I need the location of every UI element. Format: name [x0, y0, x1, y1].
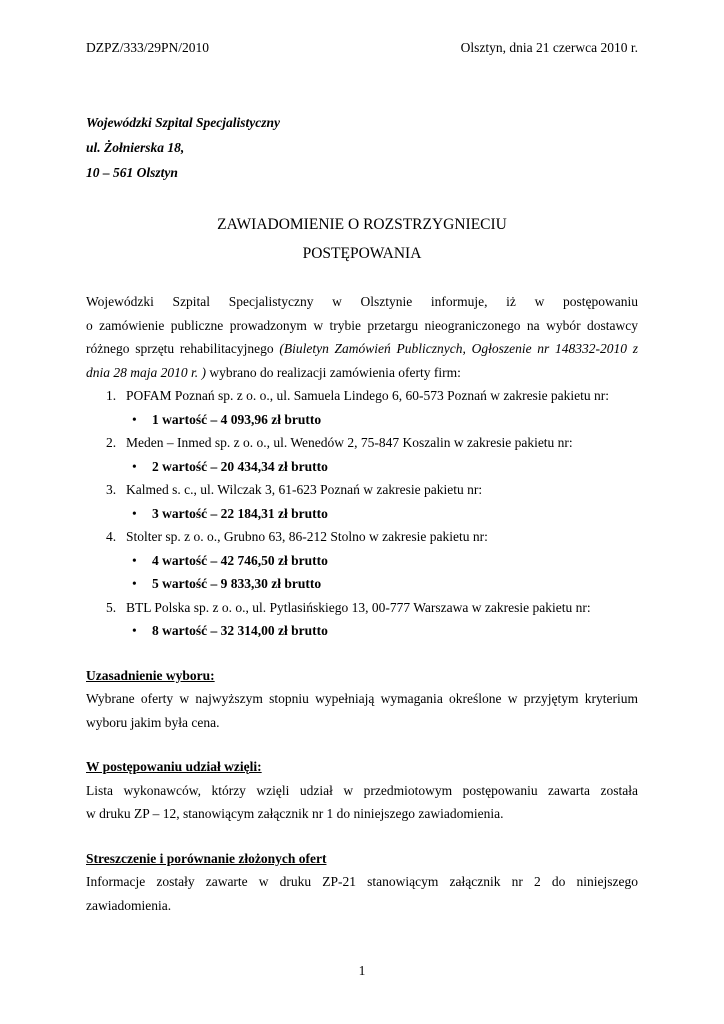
offer-item	[86, 431, 638, 455]
bullet-icon: •	[132, 623, 137, 638]
summary-line: Informacje zostały zawarte w druku ZP-21 stanowiącym załącznik nr 2 do niniejszego zawiadomienia.	[86, 874, 638, 913]
package-text: 4 wartość – 42 746,50 zł brutto	[152, 552, 328, 568]
package-value	[86, 572, 638, 596]
offer-item	[86, 596, 638, 620]
justification-paragraph	[86, 687, 638, 734]
package-text: 3 wartość – 22 184,31 zł brutto	[152, 505, 328, 521]
package-text: 1 wartość – 4 093,96 zł brutto	[152, 411, 322, 427]
offer-company: BTL Polska sp. z o. o., ul. Pytlasińskiego 13, 00-777 Warszawa w zakresie pakietu nr:	[126, 599, 591, 615]
intro-text: wybrano do realizacji zamówienia oferty firm:	[206, 364, 461, 380]
bullet-icon: •	[132, 411, 137, 427]
package-value	[86, 502, 638, 526]
intro-line	[86, 361, 638, 385]
document-body	[86, 290, 638, 917]
page-number: 1	[358, 963, 366, 978]
justification-line: wyboru jakim była cena.	[86, 714, 220, 730]
address-line: ul. Żołnierska 18,	[86, 140, 185, 155]
justification-heading: Uzasadnienie wyboru:	[86, 667, 215, 683]
title-line: POSTĘPOWANIA	[302, 245, 422, 262]
intro-line: o zamówienie publiczne prowadzonym w trybie przetargu nieograniczonego na wybór dostawcy	[86, 317, 638, 333]
intro-paragraph	[86, 290, 638, 384]
offer-number: 1.	[106, 388, 117, 403]
bullet-icon: •	[132, 458, 137, 474]
package-value	[86, 549, 638, 573]
offer-company: Meden – Inmed sp. z o. o., ul. Wenedów 2, 75-847 Koszalin w zakresie pakietu nr:	[126, 435, 573, 450]
title-line: ZAWIADOMIENIE O ROZSTRZYGNIECIU	[217, 216, 507, 233]
participants-line: Lista wykonawców, którzy wzięli udział w przedmiotowym postępowaniu zawarta została	[86, 782, 638, 798]
offers-list	[86, 384, 638, 643]
offer-company: POFAM Poznań sp. z o. o., ul. Samuela Lindego 6, 60-573 Poznań w zakresie pakietu nr:	[126, 388, 610, 403]
participants-paragraph	[86, 779, 638, 826]
offer-number: 4.	[106, 529, 117, 544]
intro-line: Wojewódzki Szpital Specjalistyczny w Olsztynie informuje, iż w postępowaniu	[86, 294, 638, 309]
document-title	[86, 210, 638, 268]
summary-heading: Streszczenie i porównanie złożonych ofert	[86, 850, 327, 866]
offer-number: 3.	[106, 482, 117, 497]
offer-company: Stolter sp. z o. o., Grubno 63, 86-212 Stolno w zakresie pakietu nr:	[126, 529, 488, 544]
package-value	[86, 408, 638, 432]
address-line: 10 – 561 Olsztyn	[86, 165, 178, 180]
participants-line: w druku ZP – 12, stanowiącym załącznik nr 1 do niniejszego zawiadomienia.	[86, 806, 504, 821]
document-header	[86, 40, 638, 56]
package-text: 8 wartość – 32 314,00 zł brutto	[152, 623, 328, 638]
bulletin-date: dnia 28 maja 2010 r. )	[86, 364, 207, 380]
intro-line	[86, 337, 638, 361]
offer-number: 5.	[106, 599, 117, 615]
bulletin-reference: (Biuletyn Zamówień Publicznych, Ogłoszenie nr 148332-2010 z	[279, 341, 638, 356]
bullet-icon: •	[132, 505, 137, 521]
offer-item	[86, 525, 638, 549]
address-line: Wojewódzki Szpital Specjalistyczny	[86, 115, 281, 130]
bullet-icon: •	[132, 576, 137, 591]
offer-company: Kalmed s. c., ul. Wilczak 3, 61-623 Poznań w zakresie pakietu nr:	[126, 482, 483, 497]
summary-paragraph	[86, 870, 638, 917]
bullet-icon: •	[132, 552, 137, 568]
package-value	[86, 455, 638, 479]
recipient-address	[86, 110, 280, 185]
package-text: 5 wartość – 9 833,30 zł brutto	[152, 576, 322, 591]
document-number: DZPZ/333/29PN/2010	[86, 40, 210, 55]
package-value	[86, 619, 638, 643]
package-text: 2 wartość – 20 434,34 zł brutto	[152, 458, 328, 474]
place-and-date: Olsztyn, dnia 21 czerwca 2010 r.	[460, 40, 638, 55]
participants-heading: W postępowaniu udział wzięli:	[86, 759, 262, 774]
justification-line: Wybrane oferty w najwyższym stopniu wypełniają wymagania określone w przyjętym kryterium	[86, 691, 638, 706]
offer-item	[86, 384, 638, 408]
offer-number: 2.	[106, 435, 117, 450]
offer-item	[86, 478, 638, 502]
intro-text: różnego sprzętu rehabilitacyjnego	[86, 341, 280, 356]
